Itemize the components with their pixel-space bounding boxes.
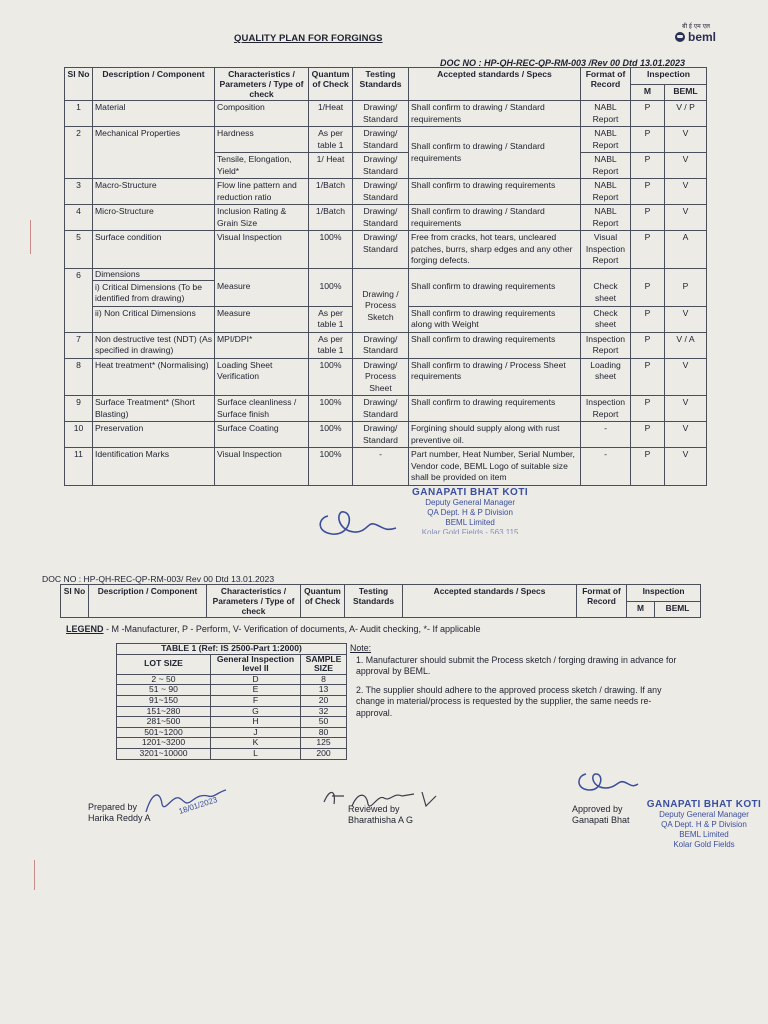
- cell-level: K: [211, 738, 301, 749]
- cell-size: 50: [301, 717, 347, 728]
- cell-testing: Drawing / Process Sketch: [353, 280, 409, 332]
- cell-m: P: [631, 101, 665, 127]
- doc-number-2: DOC NO : HP-QH-REC-QP-RM-003/ Rev 00 Dtd 13.01.2023: [42, 574, 275, 584]
- cell-description: Micro-Structure: [93, 205, 215, 231]
- cell-quantum: 100%: [309, 358, 353, 396]
- header-sl: Sl No: [65, 68, 93, 101]
- cell-characteristics: Visual Inspection: [215, 448, 309, 486]
- cell-beml: P: [665, 280, 707, 306]
- notes: [350, 643, 680, 719]
- stamp-line: Kolar Gold Fields - 563 115: [421, 528, 519, 534]
- cell-characteristics: Measure: [215, 306, 309, 332]
- header-format: Format of Record: [581, 68, 631, 101]
- stamp-line: BEML Limited: [679, 830, 729, 839]
- repeated-table-header: [60, 584, 701, 618]
- cell-testing: Drawing/ Standard: [353, 101, 409, 127]
- cell-m: P: [631, 127, 665, 153]
- cell-quantum: 1/Heat: [309, 101, 353, 127]
- cell-sl: 1: [65, 101, 93, 127]
- cell-quantum: 100%: [309, 422, 353, 448]
- cell-format: NABL Report: [581, 205, 631, 231]
- table-row: [117, 685, 347, 696]
- cell-format: -: [581, 448, 631, 486]
- table-row: [117, 727, 347, 738]
- margin-mark: [34, 860, 35, 890]
- header-m: M: [631, 84, 665, 101]
- table-row: [117, 748, 347, 759]
- document-title: QUALITY PLAN FOR FORGINGS: [234, 33, 383, 44]
- logo-hindi-text: बी ई एम एल: [682, 23, 710, 30]
- cell-description: ii) Non Critical Dimensions: [93, 306, 215, 332]
- cell-m: P: [631, 179, 665, 205]
- table-row: [65, 179, 707, 205]
- table-row: [117, 695, 347, 706]
- cell-characteristics: Tensile, Elongation, Yield*: [215, 153, 309, 179]
- table-row: [65, 358, 707, 396]
- margin-mark: [30, 220, 31, 254]
- cell-sl: 3: [65, 179, 93, 205]
- table-row: [117, 738, 347, 749]
- cell-testing: Drawing/ Standard: [353, 396, 409, 422]
- stamp-line: Kolar Gold Fields: [673, 840, 735, 849]
- cell-level: F: [211, 695, 301, 706]
- table1-title: TABLE 1 (Ref: IS 2500-Part 1:2000): [117, 644, 347, 655]
- approved-by-block: [572, 804, 630, 826]
- cell-format: Loading sheet: [581, 358, 631, 396]
- cell-sl: 11: [65, 448, 93, 486]
- cell-quantum: 100%: [309, 396, 353, 422]
- header-m: M: [627, 601, 655, 618]
- header-accepted: Accepted standards / Specs: [409, 68, 581, 101]
- cell-description: Non destructive test (NDT) (As specified in drawing): [93, 332, 215, 358]
- table1-header-sample: SAMPLE SIZE: [301, 654, 347, 674]
- stamp-name: GANAPATI BHAT KOTI: [646, 799, 762, 810]
- cell-description: Surface Treatment* (Short Blasting): [93, 396, 215, 422]
- cell-testing: -: [353, 448, 409, 486]
- header-characteristics: Characteristics / Parameters / Type of check: [215, 68, 309, 101]
- prepared-date: 18/01/2023: [177, 795, 219, 816]
- cell-description: Surface condition: [93, 231, 215, 269]
- stamp-line: QA Dept. H & P Division: [427, 508, 513, 517]
- cell-characteristics: MPI/DPI*: [215, 332, 309, 358]
- note-1: 1. Manufacturer should submit the Process sketch / forging drawing in advance for approval by BEML.: [356, 654, 677, 676]
- cell-description: Macro-Structure: [93, 179, 215, 205]
- cell-m: P: [631, 358, 665, 396]
- cell-sl: 5: [65, 231, 93, 269]
- cell-size: 32: [301, 706, 347, 717]
- cell-quantum: As per table 1: [309, 127, 353, 153]
- table-row: [117, 706, 347, 717]
- beml-mark-icon: [675, 32, 685, 42]
- cell-m: P: [631, 448, 665, 486]
- note-2: 2. The supplier should adhere to the approved process sketch / drawing. If any change in material/process is requested by the supplier, the same needs re-approval.: [356, 684, 662, 718]
- cell-format: Check sheet: [581, 280, 631, 306]
- sample-size-table: [116, 643, 347, 760]
- stamp-line: Deputy General Manager: [425, 498, 516, 507]
- cell-accepted: Shall confirm to drawing requirements: [409, 396, 581, 422]
- cell-quantum: As per table 1: [309, 306, 353, 332]
- cell-level: J: [211, 727, 301, 738]
- cell-format: -: [581, 422, 631, 448]
- cell-testing: Drawing/ Standard: [353, 179, 409, 205]
- stamp-line: QA Dept. H & P Division: [661, 820, 747, 829]
- cell-m: P: [631, 332, 665, 358]
- table-row: [65, 205, 707, 231]
- cell-level: G: [211, 706, 301, 717]
- cell-accepted: Shall confirm to drawing / Standard requirements: [409, 101, 581, 127]
- cell-lot: 2 ~ 50: [117, 674, 211, 685]
- cell-testing: Drawing/ Standard: [353, 231, 409, 269]
- prepared-name: Harika Reddy A: [88, 813, 151, 823]
- cell-lot: 3201~10000: [117, 748, 211, 759]
- cell-beml: V: [665, 422, 707, 448]
- reviewed-label: Reviewed by: [348, 804, 400, 814]
- cell-beml: V: [665, 448, 707, 486]
- cell-quantum: As per table 1: [309, 332, 353, 358]
- stamp-text: [412, 488, 528, 534]
- cell-level: E: [211, 685, 301, 696]
- approved-label: Approved by: [572, 804, 623, 814]
- table1-header-level: General Inspection level II: [211, 654, 301, 674]
- cell-m: P: [631, 306, 665, 332]
- cell-beml: V: [665, 306, 707, 332]
- table-row: [65, 280, 707, 306]
- cell-sl: 2: [65, 127, 93, 179]
- cell-accepted: Shall confirm to drawing / Process Sheet requirements: [409, 358, 581, 396]
- cell-accepted: Shall confirm to drawing requirements: [409, 280, 581, 306]
- cell-size: 20: [301, 695, 347, 706]
- table-row: [65, 127, 707, 153]
- cell-testing: Drawing/ Process Sheet: [353, 358, 409, 396]
- cell-accepted: Shall confirm to drawing / Standard requirements: [409, 205, 581, 231]
- signature-scribble: [310, 496, 410, 546]
- cell-accepted: Shall confirm to drawing requirements: [409, 179, 581, 205]
- approver-stamp: [640, 800, 768, 850]
- stamp-line: BEML Limited: [445, 518, 495, 527]
- table-row: [65, 231, 707, 269]
- header-quantum: Quantum of Check: [301, 585, 345, 618]
- header-testing: Testing Standards: [345, 585, 403, 618]
- cell-quantum: 100%: [309, 280, 353, 306]
- logo-text: beml: [687, 30, 716, 44]
- reviewed-name: Bharathisha A G: [348, 815, 414, 825]
- cell-description: Mechanical Properties: [93, 127, 215, 179]
- table-row: [65, 268, 707, 280]
- cell-lot: 281~500: [117, 717, 211, 728]
- header-format: Format of Record: [577, 585, 627, 618]
- cell-quantum: 1/Batch: [309, 205, 353, 231]
- cell-m: P: [631, 205, 665, 231]
- header-beml: BEML: [655, 601, 701, 618]
- cell-testing: Drawing/ Standard: [353, 153, 409, 179]
- cell-m: P: [631, 422, 665, 448]
- cell-characteristics: Hardness: [215, 127, 309, 153]
- quality-plan-table: [64, 67, 707, 486]
- prepared-label: Prepared by: [88, 802, 138, 812]
- cell-size: 80: [301, 727, 347, 738]
- cell-m: P: [631, 280, 665, 306]
- cell-format: Inspection Report: [581, 396, 631, 422]
- approved-signature: [572, 764, 642, 798]
- cell-characteristics: Inclusion Rating & Grain Size: [215, 205, 309, 231]
- cell-level: D: [211, 674, 301, 685]
- header-beml: BEML: [665, 84, 707, 101]
- cell-format: Visual Inspection Report: [581, 231, 631, 269]
- table-row: [117, 674, 347, 685]
- table-row: [65, 332, 707, 358]
- note-label: Note:: [350, 643, 372, 653]
- cell-quantum: 100%: [309, 231, 353, 269]
- stamp-line: Deputy General Manager: [659, 810, 749, 819]
- cell-accepted: Part number, Heat Number, Serial Number, Vendor code, BEML Logo of suitable size shall be provided on item: [409, 448, 581, 486]
- cell-accepted: Shall confirm to drawing / Standard requirements: [409, 127, 581, 179]
- cell-level: L: [211, 748, 301, 759]
- cell-sl: 7: [65, 332, 93, 358]
- header-description: Description / Component: [89, 585, 207, 618]
- cell-m: P: [631, 231, 665, 269]
- cell-lot: 1201~3200: [117, 738, 211, 749]
- cell-lot: 501~1200: [117, 727, 211, 738]
- cell-sl: 6: [65, 268, 93, 332]
- beml-logo: [650, 22, 716, 44]
- cell-format: NABL Report: [581, 101, 631, 127]
- cell-sl: 10: [65, 422, 93, 448]
- cell-description: i) Critical Dimensions (To be identified from drawing): [93, 280, 215, 306]
- header-characteristics: Characteristics / Parameters / Type of check: [207, 585, 301, 618]
- cell-description: Material: [93, 101, 215, 127]
- cell-m: P: [631, 153, 665, 179]
- cell-description: Heat treatment* (Normalising): [93, 358, 215, 396]
- legend-text: - M -Manufacturer, P - Perform, V- Verification of documents, A- Audit checking, *- If applicable: [103, 624, 481, 634]
- cell-characteristics: Composition: [215, 101, 309, 127]
- cell-sl: 9: [65, 396, 93, 422]
- header-inspection: Inspection: [627, 585, 701, 602]
- cell-sl: 4: [65, 205, 93, 231]
- cell-testing: Drawing/ Standard: [353, 422, 409, 448]
- cell-m: P: [631, 396, 665, 422]
- cell-sl: 8: [65, 358, 93, 396]
- cell-testing: Drawing/ Standard: [353, 127, 409, 153]
- cell-characteristics: Surface Coating: [215, 422, 309, 448]
- cell-size: 125: [301, 738, 347, 749]
- cell-characteristics: Surface cleanliness / Surface finish: [215, 396, 309, 422]
- cell-beml: V: [665, 153, 707, 179]
- cell-accepted: Forgining should supply along with rust preventive oil.: [409, 422, 581, 448]
- cell-characteristics: Loading Sheet Verification: [215, 358, 309, 396]
- cell-quantum: 100%: [309, 448, 353, 486]
- cell-lot: 91~150: [117, 695, 211, 706]
- cell-format: NABL Report: [581, 179, 631, 205]
- cell-characteristics: Visual Inspection: [215, 231, 309, 269]
- table-row: [117, 717, 347, 728]
- qa-stamp-signature: [310, 480, 550, 542]
- header-quantum: Quantum of Check: [309, 68, 353, 101]
- legend: [66, 624, 481, 634]
- cell-testing: Drawing/ Standard: [353, 332, 409, 358]
- cell-accepted: Free from cracks, hot tears, uncleared patches, burrs, sharp edges and any other forging defects.: [409, 231, 581, 269]
- cell-beml: V: [665, 127, 707, 153]
- cell-format: NABL Report: [581, 153, 631, 179]
- table-row: [65, 101, 707, 127]
- cell-beml: V: [665, 396, 707, 422]
- cell-size: 8: [301, 674, 347, 685]
- cell-size: 200: [301, 748, 347, 759]
- cell-beml: V: [665, 179, 707, 205]
- cell-testing: Drawing/ Standard: [353, 205, 409, 231]
- cell-lot: 151~280: [117, 706, 211, 717]
- cell-lot: 51 ~ 90: [117, 685, 211, 696]
- header-sl: Sl No: [61, 585, 89, 618]
- cell-beml: V / A: [665, 332, 707, 358]
- table1-header-lot: LOT SIZE: [117, 654, 211, 674]
- header-description: Description / Component: [93, 68, 215, 101]
- cell-characteristics: Flow line pattern and reduction ratio: [215, 179, 309, 205]
- stamp-name: GANAPATI BHAT KOTI: [412, 487, 529, 498]
- doc-number: DOC NO : HP-QH-REC-QP-RM-003 /Rev 00 Dtd 13.01.2023: [440, 58, 686, 68]
- cell-format: Check sheet: [581, 306, 631, 332]
- table-row: [65, 422, 707, 448]
- legend-label: LEGEND: [66, 624, 104, 634]
- cell-accepted: Shall confirm to drawing requirements along with Weight: [409, 306, 581, 332]
- table-row: [65, 396, 707, 422]
- cell-format: NABL Report: [581, 127, 631, 153]
- cell-characteristics: Measure: [215, 280, 309, 306]
- header-accepted: Accepted standards / Specs: [403, 585, 577, 618]
- cell-beml: V: [665, 205, 707, 231]
- header-testing: Testing Standards: [353, 68, 409, 101]
- reviewed-by-block: [348, 804, 413, 826]
- cell-accepted: Shall confirm to drawing requirements: [409, 332, 581, 358]
- cell-format: Inspection Report: [581, 332, 631, 358]
- header-inspection: Inspection: [631, 68, 707, 85]
- cell-description: Dimensions: [93, 268, 215, 280]
- cell-beml: A: [665, 231, 707, 269]
- cell-description: Identification Marks: [93, 448, 215, 486]
- approved-name: Ganapati Bhat: [572, 815, 630, 825]
- cell-description: Preservation: [93, 422, 215, 448]
- cell-quantum: 1/Batch: [309, 179, 353, 205]
- cell-level: H: [211, 717, 301, 728]
- cell-size: 13: [301, 685, 347, 696]
- cell-beml: V: [665, 358, 707, 396]
- cell-quantum: 1/ Heat: [309, 153, 353, 179]
- cell-beml: V / P: [665, 101, 707, 127]
